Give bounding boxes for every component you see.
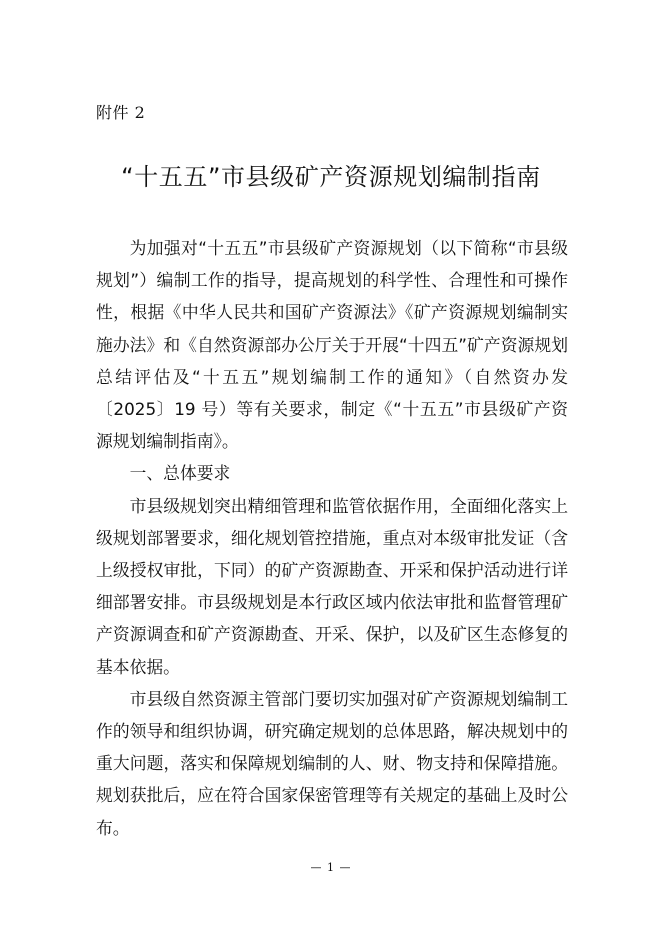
body-paragraph: 市县级自然资源主管部门要切实加强对矿产资源规划编制工作的领导和组织协调，研究确定规划的总体思路，解决规划中的重大问题，落实和保障规划编制的人、财、物支持和保障措施。规划获批后，应在符合国家保密管理等有关规定的基础上及时公布。 bbox=[96, 688, 568, 838]
page-number: — 1 — bbox=[310, 861, 352, 874]
section-heading-general-requirements: 一、总体要求 bbox=[129, 463, 231, 484]
body-paragraph: 市县级规划突出精细管理和监管依据作用，全面细化落实上级规划部署要求，细化规划管控措施，重点对本级审批发证（含上级授权审批，下同）的矿产资源勘查、开采和保护活动进行详细部署安排。市县级规划是本行政区域内依法审批和监督管理矿产资源调查和矿产资源勘查、开采、保护，以及矿区生态修复的基本依据。 bbox=[96, 495, 568, 677]
intro-paragraph: 为加强对“十五五”市县级矿产资源规划（以下简称“市县级规划”）编制工作的指导，提高规划的科学性、合理性和可操作性，根据《中华人民共和国矿产资源法》《矿产资源规划编制实施办法》和《自然资源部办公厅关于开展“十四五”矿产资源规划总结评估及“十五五”规划编制工作的通知》（自然资办发〔2025〕19 号）等有关要求，制定《“十五五”市县级矿产资源规划编制指南》。 bbox=[96, 238, 568, 452]
attachment-label: 附件 2 bbox=[96, 103, 146, 122]
document-body bbox=[96, 232, 568, 844]
document-title: “十五五”市县级矿产资源规划编制指南 bbox=[121, 163, 541, 191]
